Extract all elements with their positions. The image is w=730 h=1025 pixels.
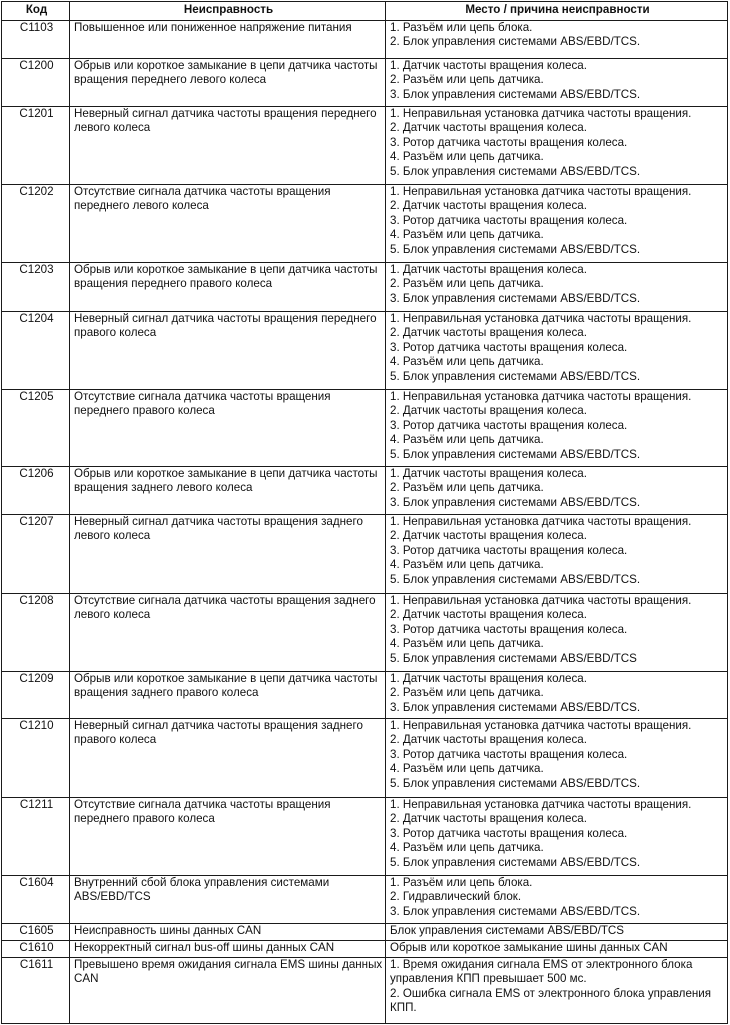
fault-causes [386,798,728,876]
fault-causes [386,21,728,59]
header-code: Код [2,2,70,21]
table-row [2,924,728,941]
cause-item: 3. Блок управления системами ABS/EBD/TCS. [390,495,641,509]
fault-code: C1611 [2,958,70,1024]
cause-item: 3. Блок управления системами ABS/EBD/TCS. [390,700,641,714]
fault-code: C1207 [2,515,70,594]
table-header-row [2,2,728,21]
cause-item: 1. Неправильная установка датчика частоты вращения. [390,798,692,811]
table-row [2,798,728,876]
cause-item: 2. Разъём или цепь датчика. [390,73,544,87]
header-fault: Неисправность [70,2,386,21]
fault-description: Внутренний сбой блока управления системами ABS/EBD/TCS [70,876,386,924]
cause-item: 2. Разъём или цепь датчика. [390,277,544,291]
cause-item: 2. Датчик частоты вращения колеса. [390,608,587,622]
cause-item: 4. Разъём или цепь датчика. [390,228,544,242]
table-row [2,876,728,924]
cause-item: 3. Ротор датчика частоты вращения колеса. [390,135,628,149]
cause-item: 5. Блок управления системами ABS/EBD/TCS. [390,369,641,383]
cause-item: 3. Блок управления системами ABS/EBD/TCS. [390,291,641,305]
fault-causes [386,515,728,594]
cause-item: 4. Разъём или цепь датчика. [390,841,544,855]
cause-item: 1. Разъём или цепь блока. [390,876,533,889]
cause-item: 1. Неправильная установка датчика частоты вращения. [390,515,692,528]
cause-item: 2. Датчик частоты вращения колеса. [390,733,587,747]
cause-item: 1. Неправильная установка датчика частоты вращения. [390,594,692,607]
cause-item: 2. Ошибка сигнала EMS от электронного блока управления КПП. [390,986,712,1015]
table-row [2,594,728,672]
cause-item: 5. Блок управления системами ABS/EBD/TCS. [390,572,641,586]
fault-causes [386,185,728,263]
fault-code: C1604 [2,876,70,924]
cause-item: 2. Датчик частоты вращения колеса. [390,529,587,543]
cause-item: 2. Датчик частоты вращения колеса. [390,326,587,340]
fault-description: Отсутствие сигнала датчика частоты вращения переднего правого колеса [70,390,386,467]
cause-item: 3. Ротор датчика частоты вращения колеса. [390,418,628,432]
fault-code: C1211 [2,798,70,876]
cause-item: 5. Блок управления системами ABS/EBD/TCS. [390,164,641,178]
table-row [2,719,728,798]
table-row [2,312,728,390]
fault-code: C1610 [2,941,70,958]
cause-item: 1. Неправильная установка датчика частоты вращения. [390,390,692,403]
table-row [2,185,728,263]
fault-code: C1209 [2,672,70,719]
cause-item: 1. Датчик частоты вращения колеса. [390,467,587,480]
table-row [2,390,728,467]
table-row [2,263,728,312]
fault-code: C1204 [2,312,70,390]
cause-item: 1. Разъём или цепь блока. [390,21,533,34]
fault-description: Обрыв или короткое замыкание в цепи датчика частоты вращения переднего правого колеса [70,263,386,312]
fault-causes [386,59,728,107]
fault-description: Отсутствие сигнала датчика частоты вращения заднего левого колеса [70,594,386,672]
cause-item: 3. Ротор датчика частоты вращения колеса. [390,213,628,227]
fault-code: C1201 [2,107,70,185]
cause-item: 3. Ротор датчика частоты вращения колеса. [390,622,628,636]
cause-item: 3. Блок управления системами ABS/EBD/TCS. [390,904,641,918]
fault-description: Отсутствие сигнала датчика частоты вращения переднего правого колеса [70,798,386,876]
fault-code: C1206 [2,467,70,515]
cause-item: 3. Блок управления системами ABS/EBD/TCS. [390,87,641,101]
cause-item: 1. Неправильная установка датчика частоты вращения. [390,719,692,732]
cause-item: 2. Разъём или цепь датчика. [390,686,544,700]
fault-code: C1203 [2,263,70,312]
fault-causes [386,263,728,312]
cause-item: 3. Ротор датчика частоты вращения колеса. [390,747,628,761]
cause-item: 1. Датчик частоты вращения колеса. [390,59,587,72]
table-row [2,515,728,594]
table-row [2,467,728,515]
fault-description: Обрыв или короткое замыкание в цепи датчика частоты вращения переднего левого колеса [70,59,386,107]
cause-item: 4. Разъём или цепь датчика. [390,150,544,164]
table-row [2,672,728,719]
fault-description: Превышено время ожидания сигнала EMS шины данных CAN [70,958,386,1024]
fault-causes [386,594,728,672]
fault-code: C1103 [2,21,70,59]
cause-item: 5. Блок управления системами ABS/EBD/TCS. [390,776,641,790]
fault-causes [386,876,728,924]
fault-causes [386,467,728,515]
cause-item: 2. Датчик частоты вращения колеса. [390,404,587,418]
fault-description: Обрыв или короткое замыкание в цепи датчика частоты вращения заднего левого колеса [70,467,386,515]
cause-item: 4. Разъём или цепь датчика. [390,558,544,572]
table-header [2,2,728,21]
cause-item: 3. Ротор датчика частоты вращения колеса. [390,543,628,557]
cause-item: 2. Датчик частоты вращения колеса. [390,121,587,135]
fault-code: C1205 [2,390,70,467]
fault-causes [386,312,728,390]
fault-causes [386,107,728,185]
cause-item: 4. Разъём или цепь датчика. [390,762,544,776]
cause-item: 3. Ротор датчика частоты вращения колеса. [390,340,628,354]
fault-description: Неверный сигнал датчика частоты вращения заднего правого колеса [70,719,386,798]
fault-description: Неверный сигнал датчика частоты вращения переднего правого колеса [70,312,386,390]
cause-item: 1. Время ожидания сигнала EMS от электронного блока управления КПП превышает 500 мс. [390,958,693,986]
dtc-table [1,1,728,1024]
cause-item: 1. Неправильная установка датчика частоты вращения. [390,312,692,325]
table-row [2,59,728,107]
cause-item: 3. Ротор датчика частоты вращения колеса. [390,826,628,840]
cause-item: 2. Блок управления системами ABS/EBD/TCS. [390,35,641,49]
fault-description: Обрыв или короткое замыкание в цепи датчика частоты вращения заднего правого колеса [70,672,386,719]
fault-description: Некорректный сигнал bus-off шины данных CAN [70,941,386,958]
header-cause: Место / причина неисправности [386,2,728,21]
cause-item: 1. Неправильная установка датчика частоты вращения. [390,185,692,198]
cause-item: 2. Разъём или цепь датчика. [390,481,544,495]
fault-description: Неверный сигнал датчика частоты вращения переднего левого колеса [70,107,386,185]
fault-causes [386,719,728,798]
fault-causes [386,958,728,1024]
table-row [2,958,728,1024]
table-row [2,941,728,958]
cause-item: 2. Гидравлический блок. [390,890,522,904]
cause-item: 1. Датчик частоты вращения колеса. [390,263,587,276]
fault-causes [386,924,728,941]
fault-code: C1208 [2,594,70,672]
table-row [2,21,728,59]
cause-item: 5. Блок управления системами ABS/EBD/TCS. [390,242,641,256]
cause-item: 4. Разъём или цепь датчика. [390,637,544,651]
fault-code: C1210 [2,719,70,798]
cause-item: 5. Блок управления системами ABS/EBD/TCS. [390,447,641,461]
cause-item: 1. Неправильная установка датчика частоты вращения. [390,107,692,120]
cause-item: 2. Датчик частоты вращения колеса. [390,812,587,826]
cause-item: 5. Блок управления системами ABS/EBD/TCS. [390,855,641,869]
fault-causes [386,672,728,719]
fault-description: Неверный сигнал датчика частоты вращения заднего левого колеса [70,515,386,594]
fault-causes [386,941,728,958]
cause-item: 5. Блок управления системами ABS/EBD/TCS [390,651,637,665]
cause-item: 4. Разъём или цепь датчика. [390,433,544,447]
table-body [2,21,728,1024]
fault-code: C1200 [2,59,70,107]
cause-item: Блок управления системами ABS/EBD/TCS [390,924,625,937]
fault-causes [386,390,728,467]
fault-description: Отсутствие сигнала датчика частоты вращения переднего левого колеса [70,185,386,263]
fault-code: C1202 [2,185,70,263]
cause-item: 4. Разъём или цепь датчика. [390,355,544,369]
cause-item: 1. Датчик частоты вращения колеса. [390,672,587,685]
cause-item: 2. Датчик частоты вращения колеса. [390,199,587,213]
cause-item: Обрыв или короткое замыкание шины данных CAN [390,941,668,954]
table-row [2,107,728,185]
fault-code: C1605 [2,924,70,941]
fault-description: Повышенное или пониженное напряжение питания [70,21,386,59]
fault-description: Неисправность шины данных CAN [70,924,386,941]
